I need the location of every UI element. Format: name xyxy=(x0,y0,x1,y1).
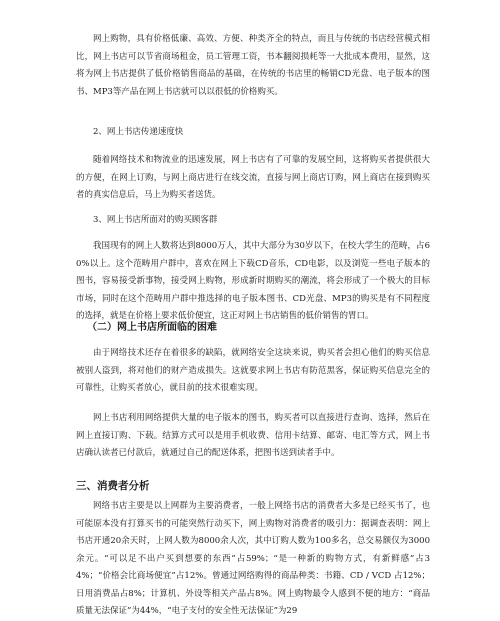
paragraph-consumer: 网络书店主要是以上网群为主要消费者，一般上网络书店的消费者大多是已经买书了，也可能原本没有打算买书的可能突然行动买下，网上购物对消费者的吸引力：据调查表明：网上书店开通20余天时，上网人数为8000余人次，其中订购人数为100多名，总交易额仅为3000余元。“可以足不出户买到想要的东西”占59%；“是一种新的购物方式，有新鲜感”占34%；“价格会比商场便宜”占12%。曾通过网络购得的商品种类：书籍、CD / VCD 占12%；日用消费品占8%；计算机、外设等相关产品占8%。网上购物最令人感到不便的地方：“商品质量无法保证”为44%，“电子支付的安全性无法保证”为29 xyxy=(76,501,430,616)
heading-customer-group: 3、网上书店所面对的购买顾客群 xyxy=(93,215,218,225)
paragraph-low-price: 网上购物，具有价格低廉、高效、方便、种类齐全的特点，而且与传统的书店经营模式相比，网上书店可以节省商场租金，员工管理工资，书本翻阅损耗等一大批成本费用，显然，这将为网上书店提供了低价格销售商品的基础，在传统的书店里的畅销CD光盘、电子版本的图书、MP3等产品在网上书店就可以以很低的价格购买。 xyxy=(76,34,430,97)
paragraph-customers: 我国现有的网上人数将达到8000万人，其中大部分为30岁以下，在校大学生的范畴，占60%以上。这个范畴用户群中，喜欢在网上下载CD音乐，CD电影，以及浏览一些电子版本的图书，容易接受新事物，接受网上购物，形成新时期购买的潮流，将会形成了一个极大的目标市场，同时在这个范畴用户群中推选择的电子版本图书、CD光盘、MP3的购买是有不同程度的选择，就是在价格上要求低价便宜，这正对网上书店销售的低价销售的胃口。 xyxy=(76,241,430,321)
heading-consumer-analysis: 三、消费者分析 xyxy=(76,480,150,492)
paragraph-delivery: 随着网络技术和物流业的迅速发展，网上书店有了可靠的发展空间，这将购买者提供很大的方便，在网上订购，与网上商店进行在线交流，直接与网上商店订购，网上商店在接到购买者的真实信息后，马上为购买者送货。 xyxy=(76,155,430,200)
heading-fast-delivery: 2、网上书店传递速度快 xyxy=(93,127,184,137)
paragraph-security: 由于网络技术还存在着很多的缺陷，就网络安全这块来说，购买者会担心他们的购买信息被别人盗到，将对他们的财产造成损失。这就要求网上书店有防范黑客，保证购买信息完全的可靠性，让购买者放心，就目前的技术很难实现。 xyxy=(76,348,430,393)
paragraph-ebooks: 网上书店利用网络提供大量的电子版本的图书，购买者可以直接进行查询、选择，然后在网上直接订购、下载。结算方式可以是用手机收费、信用卡结算、邮寄、电汇等方式，网上书店确认读者已付款后，就通过自己的配送体系，把图书送到读者手中。 xyxy=(76,413,430,458)
heading-difficulties: （二）网上书店所面临的困难 xyxy=(87,322,217,333)
